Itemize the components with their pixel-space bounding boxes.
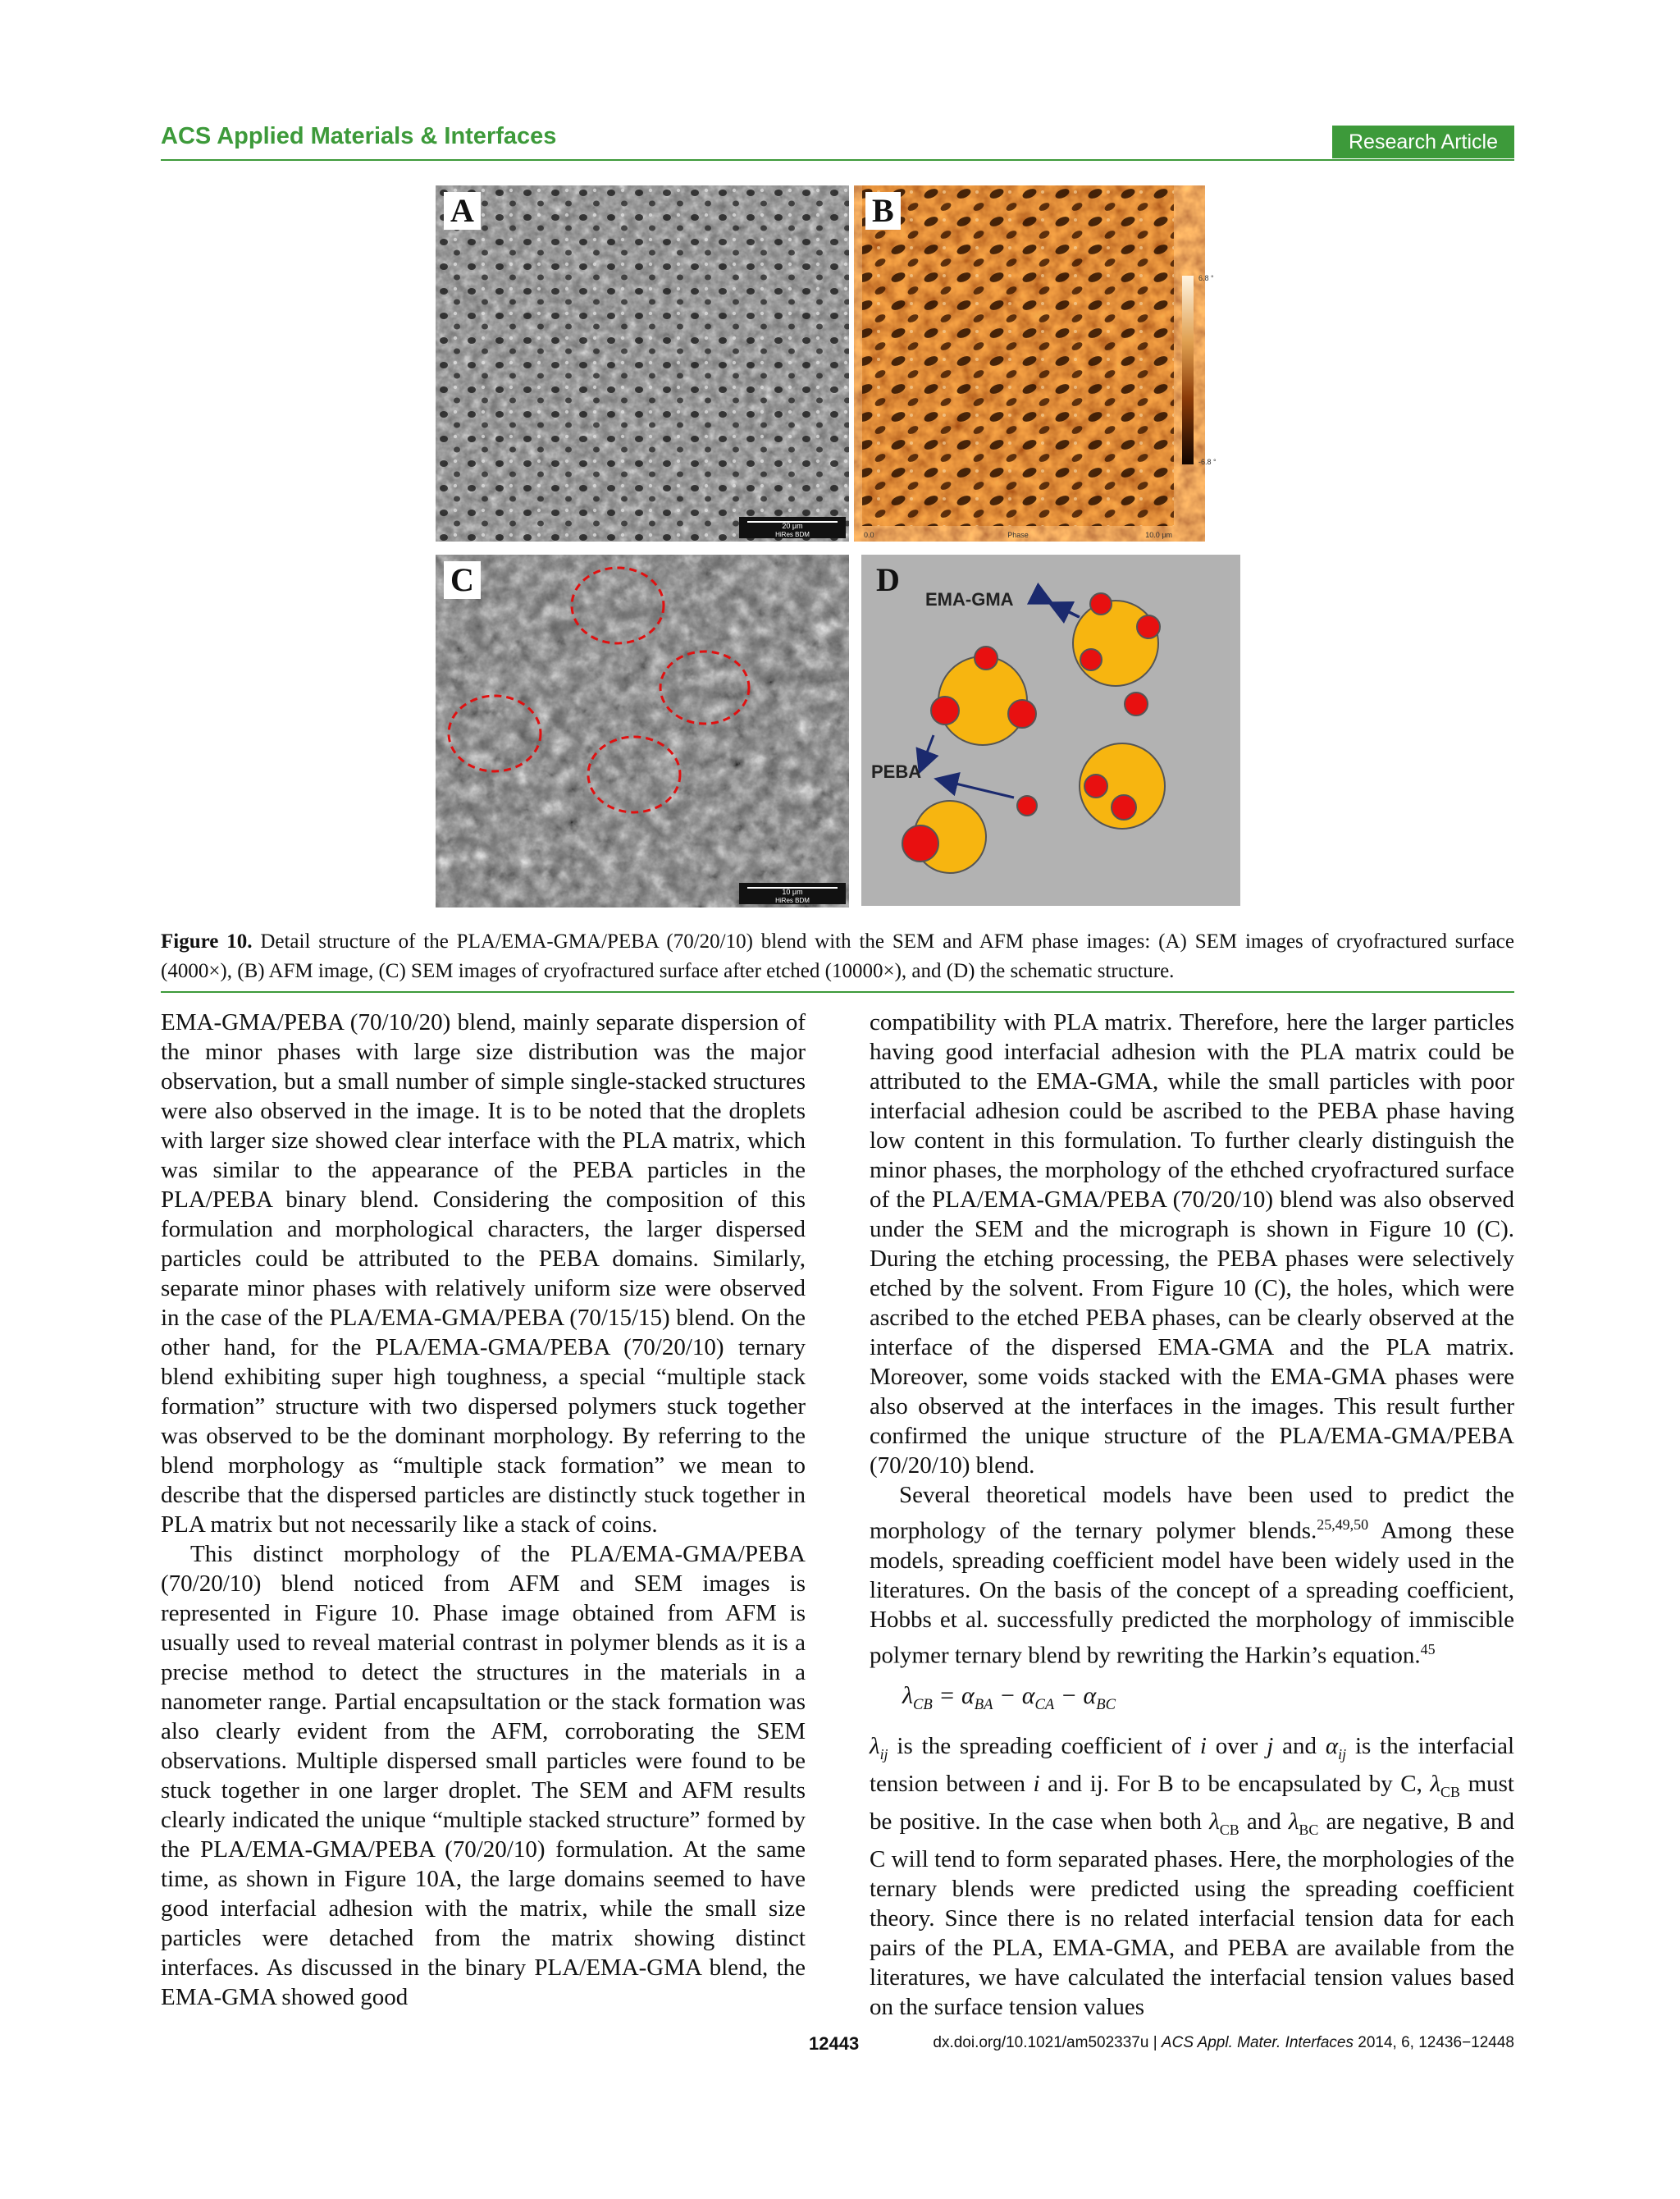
equation: $\lambda_{CB} = \alpha_{BA} - \alpha_{CA} - \alpha_{BC}$ <box>902 1682 1116 1714</box>
scale-bar-sub-c: HiRes BDM <box>775 897 810 904</box>
label-peba: PEBA <box>871 761 922 782</box>
right-column <box>870 1008 1514 2022</box>
article-type-badge: Research Article <box>1332 126 1514 158</box>
page-number: 12443 <box>809 2033 860 2054</box>
figure-caption <box>161 927 1514 986</box>
colorbar-min: -6.8 ° <box>1198 458 1217 466</box>
header-rule <box>161 159 1514 161</box>
figure-panel-b <box>854 185 1219 542</box>
citation[interactable]: 45 <box>1420 1640 1436 1657</box>
doi-link[interactable]: dx.doi.org/10.1021/am502337u <box>933 2034 1149 2051</box>
schematic-d <box>861 555 1240 906</box>
left-column <box>161 1008 806 2012</box>
caption-label: Figure 10. <box>161 930 253 953</box>
paragraph: This distinct morphology of the PLA/EMA-GMA/PEBA (70/20/10) blend noticed from AFM and SEM images is represented in Figure 10. Phase image obtained from AFM is usually used to reveal material contrast in polymer blends as it is a precise method to detect the structures in the materials in a nanometer range. Partial encapsultation or the stack formation was also clearly evident from the AFM, corroborating the SEM observations. Multiple dispersed small particles were found to be stuck together in one larger droplet. The SEM and AFM results clearly indicated the unique “multiple stacked structure” formed by the PLA/EMA-GMA/PEBA (70/20/10) formulation. At the same time, as shown in Figure 10A, the large domains seemed to have good interfacial adhesion with the matrix, while the small size particles were detached from the matrix showing distinct interfaces. As discussed in the binary PLA/EMA-GMA blend, the EMA-GMA showed good <box>161 1541 806 2010</box>
figure-panel-d <box>861 555 1240 906</box>
sem-image-a <box>436 185 849 542</box>
paragraph: $\lambda_{ij}$ is the spreading coefficient of i over j and $\alpha_{ij}$ is the interfacial tension between i and ij. For B to be encapsulated by C, $\lambda_{CB}$ must be positive. In the case when both $\lambda_{CB}$ and $\lambda_{BC}$ are negative, B and C will tend to form separated phases. Here, the morphologies of the ternary blends were predicted using the spreading coefficient theory. Since there is no related interfacial tension data for each pairs of the PLA, EMA-GMA, and PEBA are available from the literatures, we have calculated the interfacial tension values based on the surface tension values <box>870 1733 1515 2020</box>
panel-label-b: B <box>865 192 901 230</box>
journal-title: ACS Applied Materials & Interfaces <box>161 123 557 149</box>
panel-label-a: A <box>444 192 481 230</box>
panel-label-d: D <box>876 561 900 598</box>
label-ema-gma: EMA-GMA <box>925 589 1014 610</box>
axis-end: 10.0 μm <box>1145 531 1172 539</box>
figure-panel-c <box>436 555 849 907</box>
colorbar-max: 6.8 ° <box>1198 274 1214 282</box>
footer-citation: dx.doi.org/10.1021/am502337u | ACS Appl. Mater. Interfaces 2014, 6, 12436−12448 <box>933 2034 1514 2051</box>
paragraph: EMA-GMA/PEBA (70/10/20) blend, mainly separate dispersion of the minor phases with large size distribution was the major observation, but a small number of simple single-stacked structures were also observed in the image. It is to be noted that the droplets with larger size showed clear interface with the PLA matrix, which was similar to the appearance of the PEBA particles in the PLA/PEBA binary blend. Considering the composition of this formulation and morphological characters, the larger dispersed particles could be attributed to the PEBA domains. Similarly, separate minor phases with relatively uniform size were observed in the case of the PLA/EMA-GMA/PEBA (70/15/15) blend. On the other hand, for the PLA/EMA-GMA/PEBA (70/20/10) ternary blend exhibiting super high toughness, a special “multiple stack formation” structure with two dispersed polymers stuck together was observed to be the dominant morphology. By referring to the blend morphology as “multiple stack formation” we mean to describe that the dispersed particles are distinctly stuck together in PLA matrix but not necessarily like a stack of coins. <box>161 1009 806 1538</box>
scale-bar-label-a: 20 μm <box>782 522 803 530</box>
afm-image-b <box>854 185 1219 542</box>
paragraph: Several theoretical models have been used to predict the morphology of the ternary polymer blends.$^{25,49,50}$ Among these models, spreading coefficient model have been widely used in the literatures. On the basis of the concept of a spreading coefficient, Hobbs et al. successfully predicted the morphology of immiscible polymer ternary blend by rewriting the Harkin’s equation.$^{45}$ <box>870 1482 1514 1669</box>
paragraph: compatibility with PLA matrix. Therefore, here the larger particles having good interfacial adhesion with the PLA matrix could be attributed to the EMA-GMA, while the small particles with poor interfacial adhesion could be ascribed to the PEBA phase having low content in this formulation. To further clearly distinguish the minor phases, the morphology of the ethched cryofractured surface of the PLA/EMA-GMA/PEBA (70/20/10) blend was also observed under the SEM and the micrograph is shown in Figure 10 (C). During the etching processing, the PEBA phases were selectively etched by the solvent. From Figure 10 (C), the holes, which were ascribed to the etched PEBA phases, can be clearly observed at the interface of the dispersed EMA-GMA and the PLA matrix. Moreover, some voids stacked with the EMA-GMA phases were also observed at the interfaces in the images. This result further confirmed the unique structure of the PLA/EMA-GMA/PEBA (70/20/10) blend. <box>870 1009 1514 1479</box>
citation[interactable]: 25,49,50 <box>1317 1516 1369 1533</box>
caption-rule <box>161 991 1514 993</box>
figure-panel-a <box>436 185 849 542</box>
axis-start: 0.0 <box>864 531 874 539</box>
axis-mode: Phase <box>1007 531 1029 539</box>
sem-image-c <box>436 555 849 907</box>
caption-text: Detail structure of the PLA/EMA-GMA/PEBA (70/20/10) blend with the SEM and AFM phase images: (A) SEM images of cryofractured surface (4000×), (B) AFM image, (C) SEM images of cryofractured surface after etched (10000×), and (D) the schematic structure. <box>161 930 1514 982</box>
panel-label-c: C <box>444 561 481 599</box>
scale-bar-sub-a: HiRes BDM <box>775 531 810 538</box>
scale-bar-label-c: 10 μm <box>782 888 803 896</box>
